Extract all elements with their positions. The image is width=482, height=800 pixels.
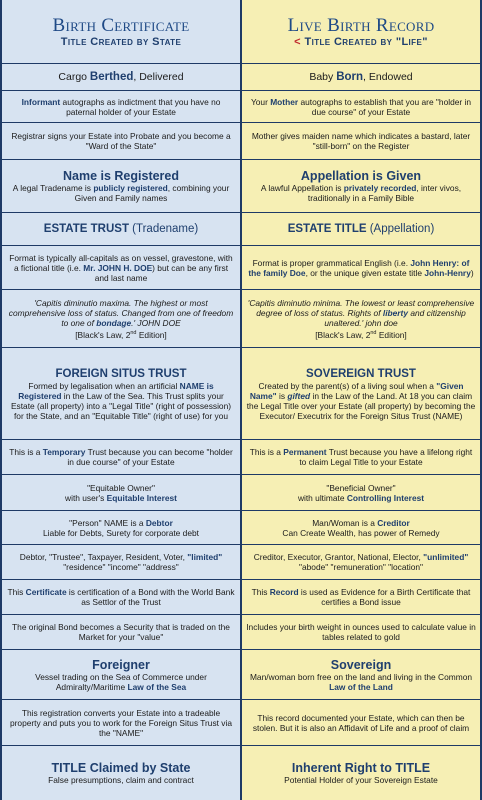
right-row-unlimited: Creditor, Executor, Grantor, National, Elector, "unlimited" "abode" "remuneration" "location" <box>242 545 480 580</box>
right-row-sovereign-trust: SOVEREIGN TRUST Created by the parent(s) of a living soul when a "Given Name" is gifted in the Law of the Land. At 18 you can claim the Legal Title over your Estate (all property) by becoming the Executor/ Executrix for the Foreign Situs Trust (NAME) <box>242 348 480 440</box>
right-row-beneficial-owner: "Beneficial Owner" with ultimate Controlling Interest <box>242 475 480 511</box>
left-row-temporary: This is a Temporary Trust because you can become "holder in due course" of your Estate <box>2 440 240 475</box>
right-header-subtitle: Title Created by "Life" <box>304 35 428 48</box>
right-row-sovereign: Sovereign Man/woman born free on the land and living in the Common Law of the Land <box>242 650 480 700</box>
left-row-bond-security: The original Bond becomes a Security that is traded on the Market for your "value" <box>2 615 240 650</box>
left-row-foreigner: Foreigner Vessel trading on the Sea of Commerce under Admiralty/Maritime Law of the Sea <box>2 650 240 700</box>
right-row-baby: Baby Born, Endowed <box>242 64 480 91</box>
arrow-icon: < <box>294 35 301 48</box>
left-header <box>2 0 240 64</box>
right-row-affidavit: This record documented your Estate, which can then be stolen. But it is also an Affidavit of Life and a proof of claim <box>242 700 480 746</box>
right-row-capitis: 'Capitis diminutio minima. The lowest or least comprehensive degree of loss of status. Rights of liberty and citizenship unaltered.' john doe [Black's Law, 2nd Edition] <box>242 290 480 348</box>
left-row-capitis: 'Capitis diminutio maxima. The highest or most comprehensive loss of status. Changed from one of freedom to one of bondage.' JOHN DOE [Black's Law, 2nd Edition] <box>2 290 240 348</box>
left-row-certificate: This Certificate is certification of a Bond with the World Bank as Settlor of the Trust <box>2 580 240 615</box>
right-row-appellation-given: Appellation is Given A lawful Appellation is privately recorded, inter vivos, traditionally in a Family Bible <box>242 160 480 213</box>
live-birth-record-column <box>242 0 480 800</box>
right-row-maiden-name: Mother gives maiden name which indicates a bastard, later "still-born" on the Register <box>242 123 480 160</box>
right-row-creditor: Man/Woman is a Creditor Can Create Wealth, has power of Remedy <box>242 511 480 545</box>
left-row-equitable-owner: "Equitable Owner" with user's Equitable Interest <box>2 475 240 511</box>
right-row-estate-title: ESTATE TITLE (Appellation) <box>242 213 480 246</box>
right-row-mother: Your Mother autographs to establish that you are "holder in due course" of your Estate <box>242 91 480 123</box>
left-row-foreign-situs: FOREIGN SITUS TRUST Formed by legalisation when an artificial NAME is Registered in the Law of the Sea. This Trust splits your Estate (all property) into a "Legal Title" (right of possession) for the State, and an "Equitable Title" (right of use) for you <box>2 348 240 440</box>
left-row-registrar: Registrar signs your Estate into Probate and you become a "Ward of the State" <box>2 123 240 160</box>
right-row-birth-weight: Includes your birth weight in ounces used to calculate value in tables related to gold <box>242 615 480 650</box>
left-row-estate-trust: ESTATE TRUST (Tradename) <box>2 213 240 246</box>
right-row-permanent: This is a Permanent Trust because you have a lifelong right to claim Legal Title to your Estate <box>242 440 480 475</box>
left-row-cargo: Cargo Berthed, Delivered <box>2 64 240 91</box>
left-row-registration: This registration converts your Estate into a tradeable property and puts you to work for the Foreign Situs Trust via the "NAME" <box>2 700 240 746</box>
left-row-debtor: "Person" NAME is a Debtor Liable for Debts, Surety for corporate debt <box>2 511 240 545</box>
left-row-name-registered: Name is Registered A legal Tradename is publicly registered, combining your Given and Family names <box>2 160 240 213</box>
birth-certificate-column <box>2 0 240 800</box>
left-row-title-claimed: TITLE Claimed by State False presumptions, claim and contract <box>48 761 194 785</box>
left-row-informant: Informant autographs as indictment that you have no paternal holder of your Estate <box>2 91 240 123</box>
right-row-inherent-right: Inherent Right to TITLE Potential Holder of your Sovereign Estate <box>284 761 438 785</box>
right-row-format: Format is proper grammatical English (i.e. John Henry: of the family Doe, or the unique given estate title John-Henry) <box>242 246 480 290</box>
left-row-format: Format is typically all-capitals as on vessel, gravestone, with a fictional title (i.e. Mr. JOHN H. DOE) but can be any first and last name <box>2 246 240 290</box>
left-header-subtitle: Title Created by State <box>60 35 182 48</box>
right-row-record: This Record is used as Evidence for a Birth Certificate that certifies a Bond issue <box>242 580 480 615</box>
left-header-title: Birth Certificate <box>52 14 190 36</box>
left-row-limited: Debtor, "Trustee", Taxpayer, Resident, Voter, "limited" "residence" "income" "address" <box>2 545 240 580</box>
right-header-title: Live Birth Record <box>287 14 435 36</box>
right-header <box>242 0 480 64</box>
